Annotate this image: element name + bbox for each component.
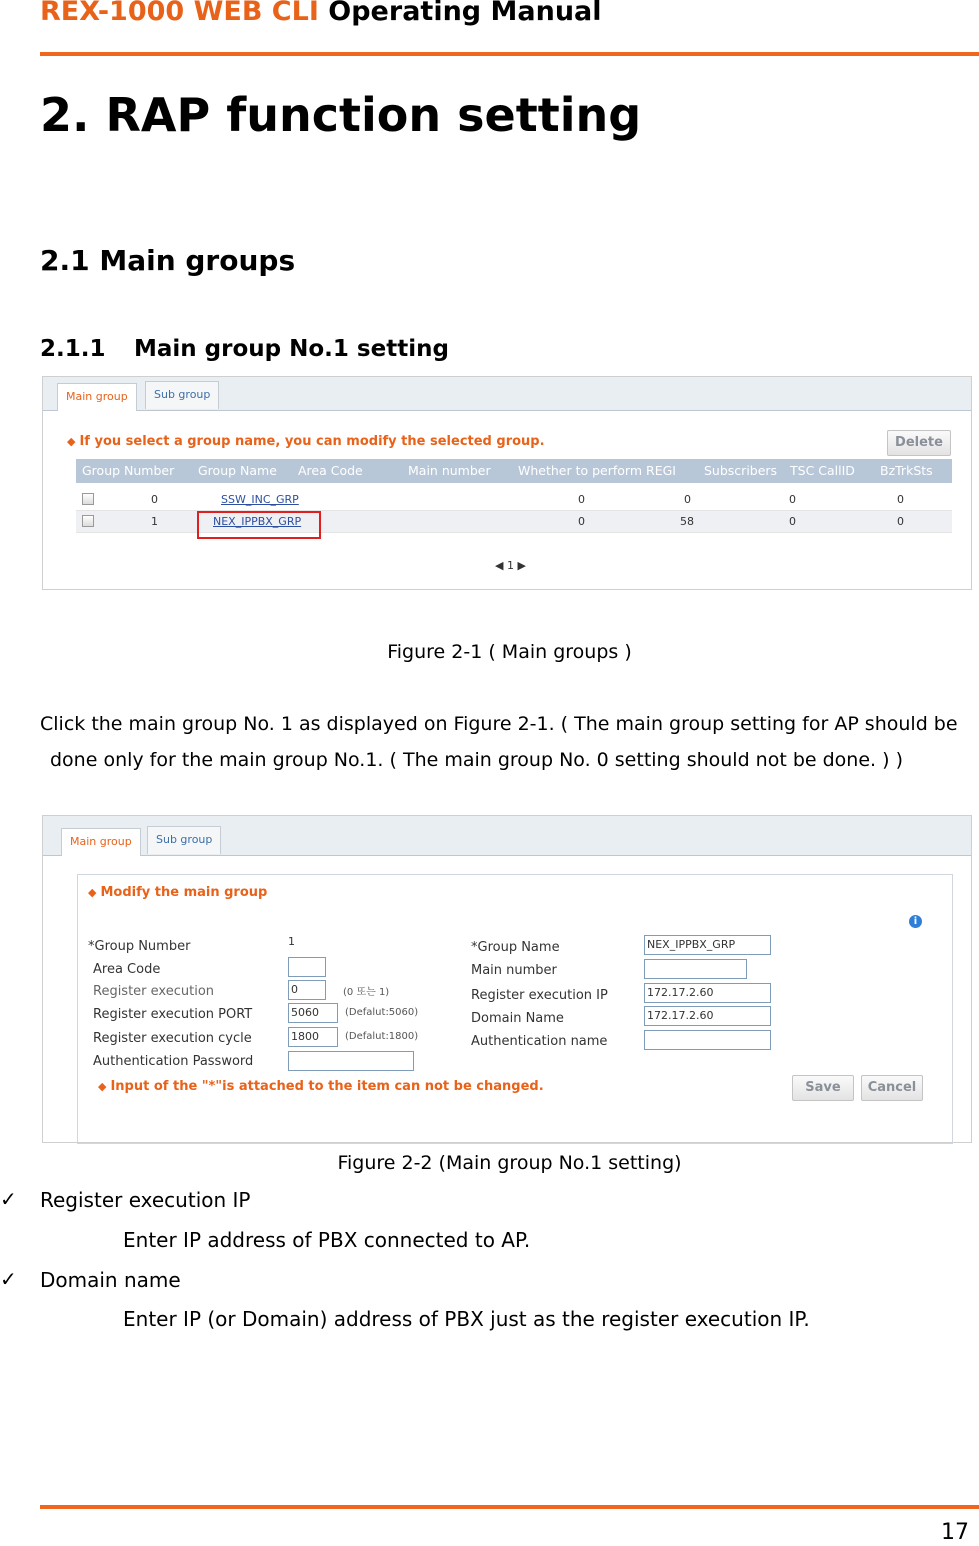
group-name-input[interactable]: NEX_IPPBX_GRP xyxy=(644,935,771,955)
col-group-number: Group Number xyxy=(82,463,175,478)
main-groups-screenshot xyxy=(42,376,972,590)
bullet-description: Enter IP (or Domain) address of PBX just as the register execution IP. xyxy=(123,1307,810,1331)
subsection-title: Main group No.1 setting xyxy=(134,336,449,362)
group-number: 0 xyxy=(151,493,158,506)
register-cycle-hint: (Defalut:1800) xyxy=(345,1031,419,1042)
section-heading: 2.1 Main groups xyxy=(40,244,296,277)
header-manual-name: Operating Manual xyxy=(328,0,602,27)
diamond-icon: ◆ xyxy=(98,1080,107,1093)
tsc-callid-value: 0 xyxy=(789,493,796,506)
col-bztrksts: BzTrkSts xyxy=(880,463,933,478)
notice-text: If you select a group name, you can modify the selected group. xyxy=(79,434,545,449)
delete-button[interactable]: Delete xyxy=(887,430,951,456)
tab-sub-group[interactable]: Sub group xyxy=(145,381,219,409)
diamond-icon: ◆ xyxy=(88,886,97,899)
auth-name-label: Authentication name xyxy=(471,1034,608,1049)
header-rule xyxy=(40,52,979,56)
register-execution-input[interactable]: 0 xyxy=(288,980,326,1000)
bullet-title: Domain name xyxy=(40,1268,181,1292)
form-section-title: ◆ Modify the main group xyxy=(88,885,268,900)
bztrksts-value: 0 xyxy=(897,515,904,528)
tab-main-group[interactable]: Main group xyxy=(61,828,141,856)
col-group-name: Group Name xyxy=(198,463,277,478)
main-number-input[interactable] xyxy=(644,959,747,979)
group-number: 1 xyxy=(151,515,158,528)
register-execution-label: Register execution xyxy=(93,984,215,999)
diamond-icon: ◆ xyxy=(67,435,76,448)
col-main-number: Main number xyxy=(408,463,491,478)
register-port-hint: (Defalut:5060) xyxy=(345,1007,419,1018)
highlight-box xyxy=(197,511,321,539)
form-footnote: ◆ Input of the "*"is attached to the item can not be changed. xyxy=(98,1079,544,1094)
register-port-label: Register execution PORT xyxy=(93,1007,253,1022)
header-product-name: REX-1000 WEB CLI xyxy=(40,0,319,27)
group-number-value: 1 xyxy=(288,935,295,948)
pagination[interactable]: ◀ 1 ▶ xyxy=(495,559,526,572)
bullet-title: Register execution IP xyxy=(40,1188,251,1212)
figure-caption: Figure 2-1 ( Main groups ) xyxy=(387,641,632,663)
subsection-heading xyxy=(40,336,449,362)
auth-password-label: Authentication Password xyxy=(93,1054,254,1069)
subscribers-value: 0 xyxy=(684,493,691,506)
area-code-input[interactable] xyxy=(288,957,326,977)
domain-name-label: Domain Name xyxy=(471,1011,564,1026)
col-tsc-callid: TSC CallID xyxy=(790,463,855,478)
register-cycle-input[interactable]: 1800 xyxy=(288,1027,338,1047)
info-icon[interactable]: i xyxy=(909,915,922,928)
tab-sub-group[interactable]: Sub group xyxy=(147,826,221,854)
row-checkbox[interactable] xyxy=(82,515,94,527)
register-port-input[interactable]: 5060 xyxy=(288,1003,338,1023)
group-name-link[interactable]: SSW_INC_GRP xyxy=(221,493,299,506)
tab-main-group[interactable]: Main group xyxy=(57,383,137,411)
checkmark-icon: ✓ xyxy=(0,1187,17,1211)
bullet-description: Enter IP address of PBX connected to AP. xyxy=(123,1228,531,1252)
chapter-heading: 2. RAP function setting xyxy=(40,88,642,142)
auth-password-input[interactable] xyxy=(288,1051,414,1071)
register-ip-input[interactable]: 172.17.2.60 xyxy=(644,983,771,1003)
selection-notice xyxy=(67,434,545,449)
body-paragraph-line: done only for the main group No.1. ( The main group No. 0 setting should not be done. ) ) xyxy=(50,749,903,771)
tab-bar xyxy=(43,377,971,411)
domain-name-input[interactable]: 172.17.2.60 xyxy=(644,1006,771,1026)
register-execution-hint: (0 또는 1) xyxy=(343,987,390,998)
table-row[interactable] xyxy=(76,489,952,511)
area-code-label: Area Code xyxy=(93,962,161,977)
regi-value: 0 xyxy=(578,493,585,506)
figure-caption: Figure 2-2 (Main group No.1 setting) xyxy=(337,1152,682,1174)
running-header xyxy=(40,0,602,27)
page-number: 17 xyxy=(941,1520,969,1545)
table-header xyxy=(76,459,952,483)
save-button[interactable]: Save xyxy=(792,1075,854,1101)
row-checkbox[interactable] xyxy=(82,493,94,505)
group-number-label: *Group Number xyxy=(88,939,191,954)
regi-value: 0 xyxy=(578,515,585,528)
cancel-button[interactable]: Cancel xyxy=(861,1075,923,1101)
col-area-code: Area Code xyxy=(298,463,363,478)
bztrksts-value: 0 xyxy=(897,493,904,506)
group-name-link[interactable]: NEX_IPPBX_GRP xyxy=(213,515,302,528)
footer-rule xyxy=(40,1505,979,1509)
register-cycle-label: Register execution cycle xyxy=(93,1031,252,1046)
auth-name-input[interactable] xyxy=(644,1030,771,1050)
modify-group-screenshot xyxy=(42,815,972,1143)
tsc-callid-value: 0 xyxy=(789,515,796,528)
tab-bar xyxy=(43,816,971,856)
main-number-label: Main number xyxy=(471,963,557,978)
body-paragraph-line: Click the main group No. 1 as displayed on Figure 2-1. ( The main group setting for AP should be xyxy=(40,713,958,735)
checkmark-icon: ✓ xyxy=(0,1267,17,1291)
group-name-label: *Group Name xyxy=(471,940,560,955)
col-regi: Whether to perform REGI xyxy=(518,463,676,478)
subsection-number: 2.1.1 xyxy=(40,336,106,362)
col-subscribers: Subscribers xyxy=(704,463,778,478)
subscribers-value: 58 xyxy=(680,515,694,528)
modify-form xyxy=(77,874,953,1144)
register-ip-label: Register execution IP xyxy=(471,988,608,1003)
